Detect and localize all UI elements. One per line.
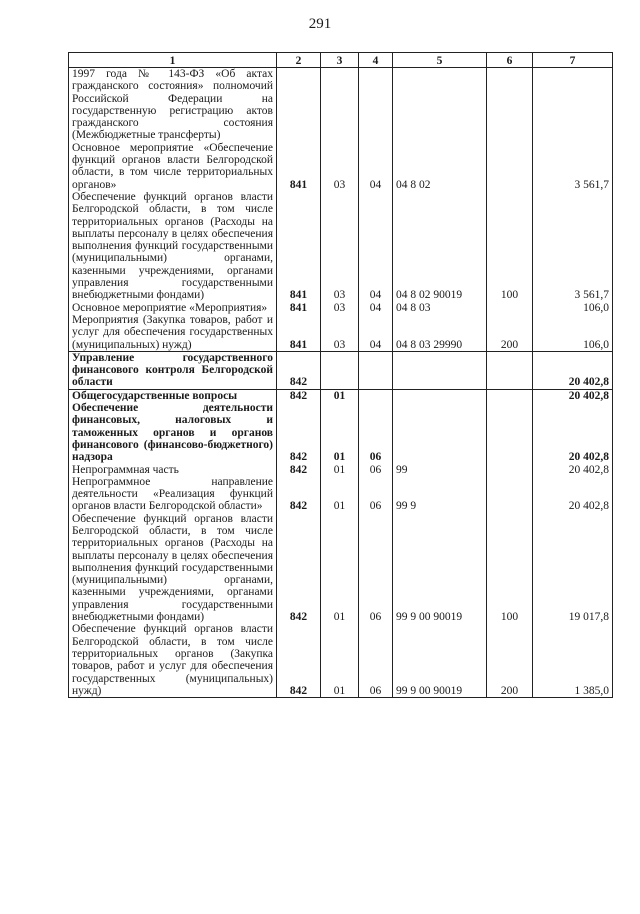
row-subsection: [359, 351, 393, 389]
row-section: 01: [321, 623, 359, 697]
row-expense-type: 200: [487, 314, 533, 351]
table-row: [69, 314, 613, 351]
header-col-6: 6: [487, 53, 533, 68]
table-row: [69, 351, 613, 389]
row-expense-type: [487, 476, 533, 513]
row-subsection: 04: [359, 314, 393, 351]
row-section: 03: [321, 142, 359, 191]
row-section: [321, 68, 359, 142]
table-row: [69, 68, 613, 142]
row-subsection: [359, 389, 393, 402]
table-row: [69, 142, 613, 191]
row-amount: 19 017,8: [533, 513, 613, 624]
row-article: [393, 351, 487, 389]
row-amount: 3 561,7: [533, 142, 613, 191]
row-name: Общегосударственные вопросы: [69, 389, 277, 402]
row-code: [277, 68, 321, 142]
row-expense-type: [487, 68, 533, 142]
table-row: [69, 302, 613, 314]
header-col-1: 1: [69, 53, 277, 68]
row-article: 04 8 03: [393, 302, 487, 314]
row-article: 99 9 00 90019: [393, 623, 487, 697]
row-code: 842: [277, 623, 321, 697]
row-expense-type: 200: [487, 623, 533, 697]
row-code: 841: [277, 191, 321, 302]
row-subsection: 06: [359, 402, 393, 463]
row-expense-type: [487, 302, 533, 314]
table-row: [69, 402, 613, 463]
row-amount: 20 402,8: [533, 389, 613, 402]
row-amount: [533, 68, 613, 142]
table-row: [69, 513, 613, 624]
row-section: 01: [321, 389, 359, 402]
row-subsection: 06: [359, 513, 393, 624]
row-expense-type: [487, 389, 533, 402]
row-subsection: [359, 68, 393, 142]
row-section: 03: [321, 314, 359, 351]
row-code: 842: [277, 464, 321, 476]
table-header: [69, 53, 613, 68]
row-section: 01: [321, 513, 359, 624]
row-amount: 1 385,0: [533, 623, 613, 697]
row-expense-type: [487, 402, 533, 463]
page-number: 291: [308, 16, 332, 32]
header-col-3: 3: [321, 53, 359, 68]
row-amount: 3 561,7: [533, 191, 613, 302]
row-amount: 20 402,8: [533, 351, 613, 389]
row-name: Непрограммное направление деятельности «Реализация функций органов власти Белгородской области»: [69, 476, 277, 513]
row-name: Непрограммная часть: [69, 464, 277, 476]
row-code: 842: [277, 389, 321, 402]
row-section: 01: [321, 476, 359, 513]
row-article: 99 9 00 90019: [393, 513, 487, 624]
row-code: 841: [277, 142, 321, 191]
row-subsection: 06: [359, 464, 393, 476]
header-col-4: 4: [359, 53, 393, 68]
row-expense-type: [487, 351, 533, 389]
row-amount: 106,0: [533, 314, 613, 351]
row-name: Управление государственного финансового контроля Белгородской области: [69, 351, 277, 389]
table-row: [69, 623, 613, 697]
row-code: 842: [277, 476, 321, 513]
row-code: 842: [277, 351, 321, 389]
row-code: 841: [277, 302, 321, 314]
row-name: Обеспечение функций органов власти Белгородской области, в том числе территориальных органов (Расходы на выплаты персоналу в целях обеспечения выполнения функций государственными (муниципальными) органами, казенными учреждениями, органами управления государственными внебюджетными фондами): [69, 191, 277, 302]
row-section: [321, 351, 359, 389]
header-col-5: 5: [393, 53, 487, 68]
row-subsection: 04: [359, 142, 393, 191]
row-subsection: 06: [359, 476, 393, 513]
row-section: 03: [321, 302, 359, 314]
header-col-7: 7: [533, 53, 613, 68]
row-name: Мероприятия (Закупка товаров, работ и услуг для обеспечения государственных (муниципальных) нужд): [69, 314, 277, 351]
row-section: 03: [321, 191, 359, 302]
row-code: 841: [277, 314, 321, 351]
row-article: [393, 402, 487, 463]
row-expense-type: 100: [487, 513, 533, 624]
row-name: Обеспечение функций органов власти Белгородской области, в том числе территориальных органов (Расходы на выплаты персоналу в целях обеспечения выполнения функций государственными (муниципальными) органами, казенными учреждениями, органами управления государственными внебюджетными фондами): [69, 513, 277, 624]
table-row: [69, 476, 613, 513]
row-expense-type: [487, 464, 533, 476]
row-section: 01: [321, 464, 359, 476]
row-amount: 106,0: [533, 302, 613, 314]
budget-table: [68, 52, 613, 698]
row-article: 04 8 02 90019: [393, 191, 487, 302]
row-amount: 20 402,8: [533, 402, 613, 463]
row-name: Основное мероприятие «Мероприятия»: [69, 302, 277, 314]
row-article: [393, 68, 487, 142]
row-article: 04 8 03 29990: [393, 314, 487, 351]
row-expense-type: [487, 142, 533, 191]
row-code: 842: [277, 513, 321, 624]
row-subsection: 04: [359, 302, 393, 314]
row-subsection: 06: [359, 623, 393, 697]
table-row: [69, 389, 613, 402]
row-amount: 20 402,8: [533, 476, 613, 513]
row-code: 842: [277, 402, 321, 463]
row-article: 99 9: [393, 476, 487, 513]
table-row: [69, 191, 613, 302]
row-name: Обеспечение деятельности финансовых, налоговых и таможенных органов и органов финансового (финансово-бюджетного) надзора: [69, 402, 277, 463]
table-row: [69, 464, 613, 476]
row-article: 99: [393, 464, 487, 476]
row-name: 1997 года № 143-ФЗ «Об актах гражданского состояния» полномочий Российской Федерации на государственную регистрацию актов гражданского состояния (Межбюджетные трансферты): [69, 68, 277, 142]
row-article: [393, 389, 487, 402]
row-article: 04 8 02: [393, 142, 487, 191]
header-col-2: 2: [277, 53, 321, 68]
row-amount: 20 402,8: [533, 464, 613, 476]
row-name: Основное мероприятие «Обеспечение функций органов власти Белгородской области, в том числе территориальных органов»: [69, 142, 277, 191]
row-subsection: 04: [359, 191, 393, 302]
row-section: 01: [321, 402, 359, 463]
row-name: Обеспечение функций органов власти Белгородской области, в том числе территориальных органов (Закупка товаров, работ и услуг для обеспечения государственных (муниципальных) нужд): [69, 623, 277, 697]
row-expense-type: 100: [487, 191, 533, 302]
